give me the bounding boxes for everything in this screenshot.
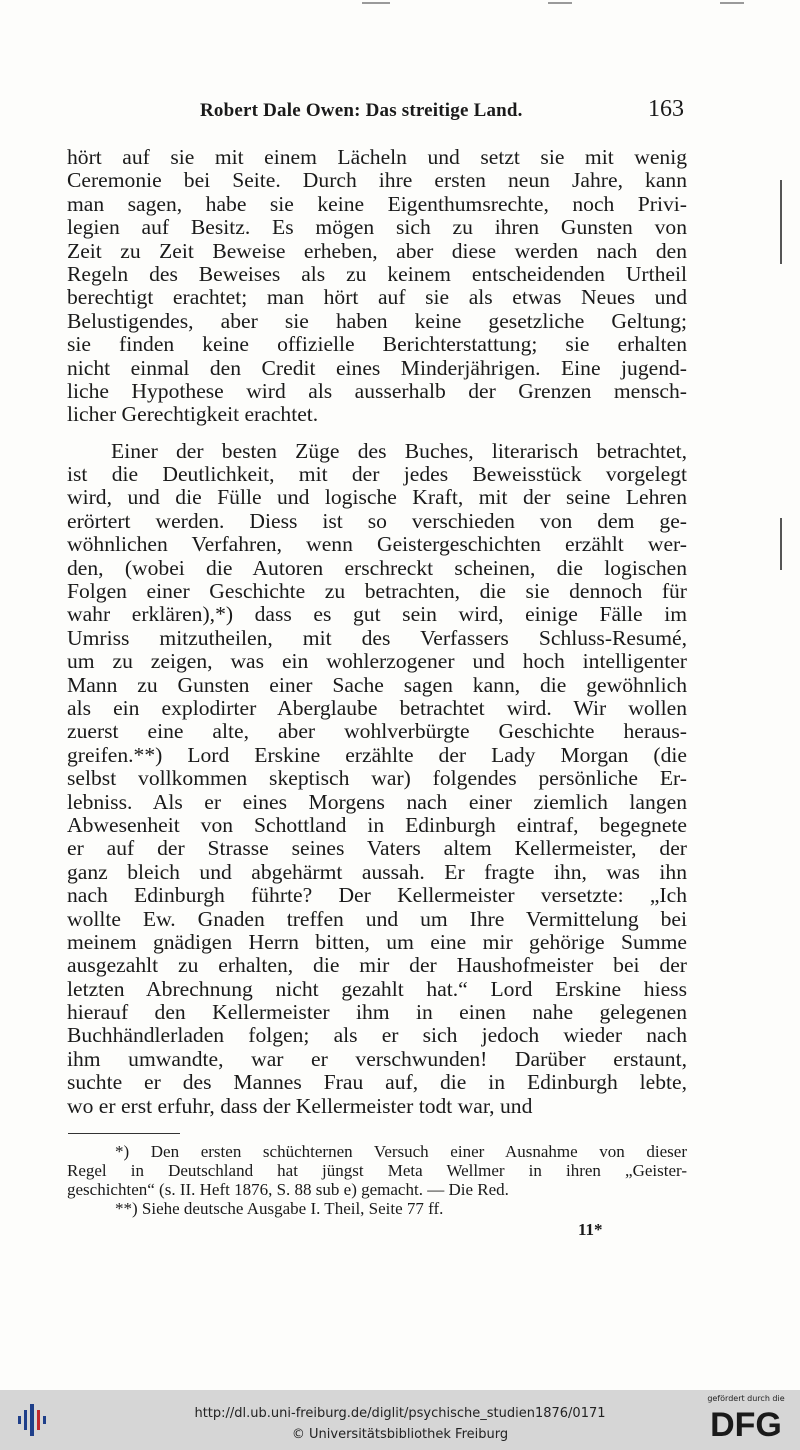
text-line: Abwesenheit von Schottland in Edinburgh eintraf, begegnete [67, 812, 687, 837]
text-line: hört auf sie mit einem Lächeln und setzt sie mit wenig [67, 145, 687, 169]
footnote-rule [68, 1133, 180, 1134]
paragraph [67, 146, 687, 427]
viewer-footer [0, 1390, 800, 1450]
text-line: selbst vollkommen skeptisch war) folgendes persönliche Er- [67, 766, 687, 791]
text-line: letzten Abrechnung nicht gezahlt hat.“ Lord Erskine hiess [67, 976, 687, 1001]
text-line: nicht einmal den Credit eines Minderjährigen. Eine jugend- [67, 355, 687, 380]
paragraph [67, 440, 687, 1118]
text-line: Buchhändlerladen folgen; als er sich jedoch wieder nach [67, 1023, 687, 1048]
running-title: Robert Dale Owen: Das streitige Land. [200, 100, 523, 121]
document-url-link[interactable]: http://dl.ub.uni-freiburg.de/diglit/psychische_studien1876/0171 [194, 1406, 606, 1421]
text-line: ist die Deutlichkeit, mit der jedes Beweisstück vorgelegt [67, 462, 687, 487]
text-line: suchte er des Mannes Frau auf, die in Edinburgh lebte, [67, 1070, 687, 1095]
text-line: licher Gerechtigkeit erachtet. [67, 402, 319, 427]
text-line: Einer der besten Züge des Buches, literarisch betrachtet, [111, 438, 687, 463]
dfg-caption: gefördert durch die [707, 1394, 785, 1403]
dfg-logo-icon [704, 1404, 788, 1444]
text-line: als ein explodirter Aberglaube betrachtet wird. Wir wollen [67, 695, 687, 720]
text-line: wöhnlichen Verfahren, wenn Geistergeschichten erzählt wer- [67, 532, 687, 557]
footnote-line: *) Den ersten schüchternen Versuch einer Ausnahme von dieser [115, 1142, 687, 1161]
text-line: wird, und die Fülle und logische Kraft, mit der seine Lehren [67, 485, 687, 510]
footnote-line: Regel in Deutschland hat jüngst Meta Wellmer in ihren „Geister- [67, 1161, 687, 1180]
text-line: wahr erklären),*) dass es gut sein wird, einige Fälle im [67, 602, 687, 627]
running-head [70, 96, 690, 128]
text-line: Folgen einer Geschichte zu betrachten, die sie dennoch für [67, 579, 687, 604]
page-number: 163 [648, 96, 684, 122]
text-line: Umriss mitzutheilen, mit des Verfassers Schluss-Resumé, [67, 625, 687, 650]
text-line: Zeit zu Zeit Beweise erheben, aber diese werden nach den [67, 238, 687, 263]
text-line: wollte Ew. Gnaden treffen und um Ihre Vermittelung bei [67, 906, 687, 931]
text-line: ausgezahlt zu erhalten, die mir der Haushofmeister bei der [67, 953, 687, 978]
scan-edge-mark [720, 2, 744, 4]
text-line: lebniss. Als er eines Morgens nach einer ziemlich langen [67, 789, 687, 814]
text-line: den, (wobei die Autoren erschreckt scheinen, die logischen [67, 555, 687, 580]
text-line: ganz bleich und abgehärmt aussah. Er fragte ihn, was ihn [67, 859, 687, 884]
text-line: legien auf Besitz. Es mögen sich zu ihren Gunsten von [67, 215, 687, 240]
text-line: meinem gnädigen Herrn bitten, um eine mir gehörige Summe [67, 929, 687, 954]
footnote-line: geschichten“ (s. II. Heft 1876, S. 88 sub e) gemacht. — Die Red. [67, 1180, 509, 1199]
text-line: er auf der Strasse seines Vaters altem Kellermeister, der [67, 836, 687, 861]
text-line: zuerst eine alte, aber wohlverbürgte Geschichte heraus- [67, 719, 687, 744]
text-line: Belustigendes, aber sie haben keine gesetzliche Geltung; [67, 308, 687, 333]
text-line: nach Edinburgh führte? Der Kellermeister versetzte: „Ich [67, 883, 687, 908]
text-line: berechtigt erachtet; man hört auf sie als etwas Neues und [67, 285, 687, 310]
dfg-badge [702, 1394, 790, 1446]
text-line: Regeln des Beweises als zu keinem entscheidenden Urtheil [67, 261, 687, 286]
text-line: sie finden keine offizielle Berichterstattung; sie erhalten [67, 332, 687, 357]
text-line: Mann zu Gunsten einer Sache sagen kann, die gewöhnlich [67, 672, 687, 697]
footnote-line: **) Siehe deutsche Ausgabe I. Theil, Seite 77 ff. [115, 1199, 444, 1218]
scan-edge-mark [780, 518, 782, 570]
svg-text:DFG: DFG [710, 1406, 782, 1444]
text-line: liche Hypothese wird als ausserhalb der Grenzen mensch- [67, 378, 687, 403]
text-line: Ceremonie bei Seite. Durch ihre ersten neun Jahre, kann [67, 168, 687, 193]
scan-edge-mark [362, 2, 390, 4]
footnotes [67, 1142, 687, 1218]
scan-edge-mark [548, 2, 572, 4]
text-line: hierauf den Kellermeister ihm in einen nahe gelegenen [67, 1000, 687, 1025]
text-line: wo er erst erfuhr, dass der Kellermeister todt war, und [67, 1093, 533, 1118]
text-line: erörtert werden. Diess ist so verschieden von dem ge- [67, 508, 687, 533]
scan-edge-mark [780, 180, 782, 264]
copyright-text: © Universitätsbibliothek Freiburg [291, 1427, 509, 1442]
body-text [67, 146, 687, 1118]
text-line: greifen.**) Lord Erskine erzählte der Lady Morgan (die [67, 742, 687, 767]
text-line: um zu zeigen, was ein wohlerzogener und hoch intelligenter [67, 649, 687, 674]
text-line: man sagen, habe sie keine Eigenthumsrechte, noch Privi- [67, 191, 687, 216]
signature-mark: 11* [578, 1220, 603, 1239]
text-line: ihm umwandte, war er verschwunden! Darüber erstaunt, [67, 1046, 687, 1071]
